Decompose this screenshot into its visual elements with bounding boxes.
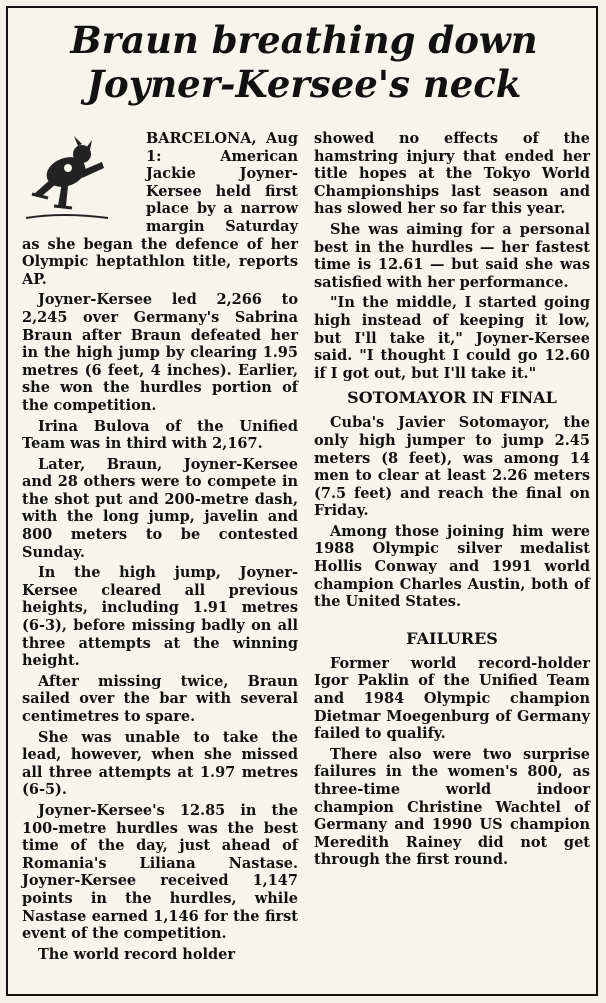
headline-line-2: Joyner-Kersee's neck: [86, 62, 522, 106]
left-column: [22, 130, 298, 966]
paragraph: She was unable to take the lead, however, when she missed all three attempts at 1.97 metres (6-5).: [22, 728, 298, 799]
paragraph: "In the middle, I started going high instead of keeping it low, but I'll take it," Joyner-Kersee said. "I thought I could go 12.60 if I got out, but I'll take it.": [314, 294, 590, 382]
dateline: BARCELONA, Aug 1:: [146, 130, 298, 165]
paragraph: Joyner-Kersee led 2,266 to 2,245 over Germany's Sabrina Braun after Braun defeated her in the high jump by clearing 1.95 metres (6 feet, 4 inches). Earlier, she won the hurdles portion of the competition.: [22, 291, 298, 414]
news-clipping: [6, 6, 598, 996]
paragraph: The world record holder: [38, 945, 236, 963]
paragraph: Former world record-holder Igor Paklin of the Unified Team and 1984 Olympic champion Dietmar Moegenburg of Germany failed to qualify.: [314, 654, 590, 743]
mascot-runner-icon: [22, 132, 140, 230]
olympic-mascot-logo: [22, 132, 140, 230]
headline: [16, 18, 592, 106]
right-column: [314, 130, 590, 872]
subhead-sotomayor: SOTOMAYOR IN FINAL: [347, 388, 557, 408]
paragraph: Irina Bulova of the Unified Team was in third with 2,167.: [22, 417, 298, 453]
headline-line-1: Braun breathing down: [70, 18, 538, 62]
paragraph: After missing twice, Braun sailed over the bar with several centimetres to spare.: [22, 672, 298, 725]
paragraph: Joyner-Kersee's 12.85 in the 100-metre hurdles was the best time of the day, just ahead of Romania's Liliana Nastase. Joyner-Kersee received 1,147 points in the hurdles, while Nastase earned 1,146 for the first event of the competition.: [22, 801, 298, 943]
paragraph: There also were two surprise failures in the women's 800, as three-time world indoor champion Christine Wachtel of Germany and 1990 US champion Meredith Rainey did not get through the first round.: [314, 745, 590, 869]
paragraph: In the high jump, Joyner-Kersee cleared all previous heights, including 1.91 metres (6-3), before missing badly on all three attempts at the winning height.: [22, 564, 298, 670]
paragraph: showed no effects of the hamstring injury that ended her title hopes at the Tokyo World Championships last season and has slowed her so far this year.: [314, 130, 590, 218]
paragraph: She was aiming for a personal best in the hurdles — her fastest time is 12.61 — but said she was satisfied with her performance.: [314, 220, 590, 291]
subhead-failures: FAILURES: [406, 628, 498, 648]
paragraph-text: American Jackie Joyner-Kersee held first place by a narrow margin Saturday as she began the defence of her Olympic heptathlon title, reports AP.: [22, 147, 298, 288]
paragraph: Cuba's Javier Sotomayor, the only high jumper to jump 2.45 meters (8 feet), was among 14 men to clear at least 2.26 meters (7.5 feet) and reach the final on Friday.: [314, 414, 590, 520]
paragraph: Among those joining him were 1988 Olympic silver medalist Hollis Conway and 1991 world champion Charles Austin, both of the United States.: [314, 522, 590, 611]
paragraph: Later, Braun, Joyner-Kersee and 28 others were to compete in the shot put and 200-metre dash, with the long jump, javelin and 800 meters to be contested Sunday.: [22, 455, 298, 561]
